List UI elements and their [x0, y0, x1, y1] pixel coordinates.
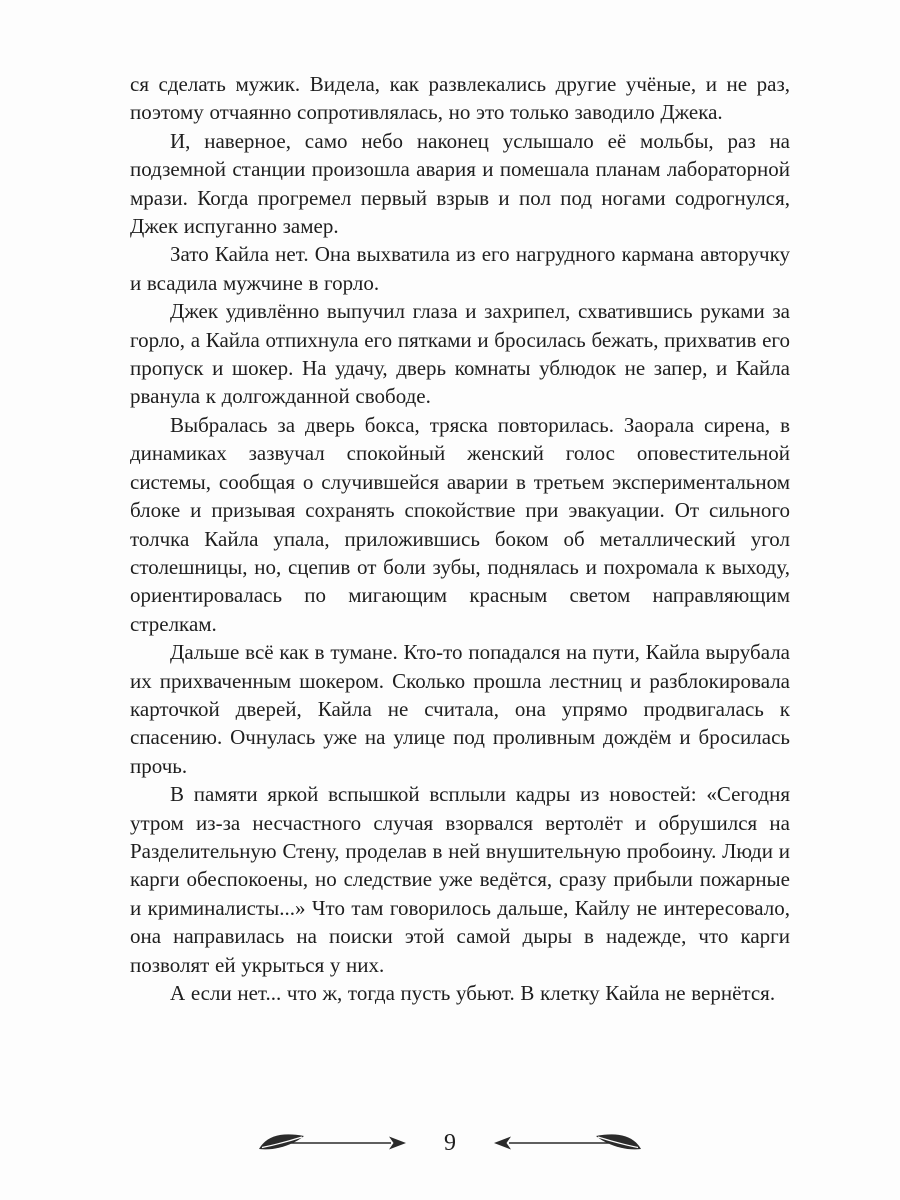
page-footer — [0, 1130, 900, 1156]
page-number: 9 — [444, 1130, 456, 1156]
paragraph: И, наверное, само небо наконец услышало её мольбы, раз на подземной станции произошла авария и помешала планам лабораторной мрази. Когда прогремел первый взрыв и пол под ногами содрогнулся, Джек испуганно замер. — [130, 128, 790, 239]
paragraph: В памяти яркой вспышкой всплыли кадры из новостей: «Сегодня утром из-за несчастного случая взорвался вертолёт и обрушился на Разделительную Стену, проделав в ней внушительную пробоину. Люди и карги обеспокоены, но следствие уже ведётся, сразу прибыли пожарные и криминалисты...» Что там говорилось дальше, Кайлу не интересовало, она направилась на поиски этой самой дыры в надежде, что карги позволят ей укрыться у них. — [130, 782, 790, 977]
page-text — [130, 70, 790, 1007]
feather-arrow-right-icon — [257, 1130, 407, 1156]
paragraph: А если нет... что ж, тогда пусть убьют. В клетку Кайла не вернётся. — [170, 981, 776, 1005]
paragraph: ся сделать мужик. Видела, как развлекались другие учёные, и не раз, поэтому отчаянно сопротивлялась, но это только заводило Джека. — [130, 72, 790, 125]
feather-arrow-left-icon — [493, 1130, 643, 1156]
paragraph: Джек удивлённо выпучил глаза и захрипел, схватившись руками за горло, а Кайла отпихнула его пятками и бросилась бежать, прихватив его пропуск и шокер. На удачу, дверь комнаты ублюдок не запер, и Кайла рванула к долгожданной свободе. — [130, 299, 790, 409]
paragraph: Дальше всё как в тумане. Кто-то попадался на пути, Кайла вырубала их прихваченным шокером. Сколько прошла лестниц и разблокировала карточкой дверей, Кайла не считала, она упрямо продвигалась к спасению. Очнулась уже на улице под проливным дождём и бросилась прочь. — [130, 640, 790, 778]
paragraph: Выбралась за дверь бокса, тряска повторилась. Заорала сирена, в динамиках зазвучал спокойный женский голос оповестительной системы, сообщая о случившейся аварии в третьем экспериментальном блоке и призывая сохранять спокойствие при эвакуации. От сильного толчка Кайла упала, приложившись боком об металлический угол столешницы, но, сцепив от боли зубы, поднялась и похромала к выходу, ориентировалась по мигающим красным светом направляющим стрелкам. — [130, 412, 790, 636]
paragraph: Зато Кайла нет. Она выхватила из его нагрудного кармана авторучку и всадила мужчине в горло. — [130, 242, 790, 295]
